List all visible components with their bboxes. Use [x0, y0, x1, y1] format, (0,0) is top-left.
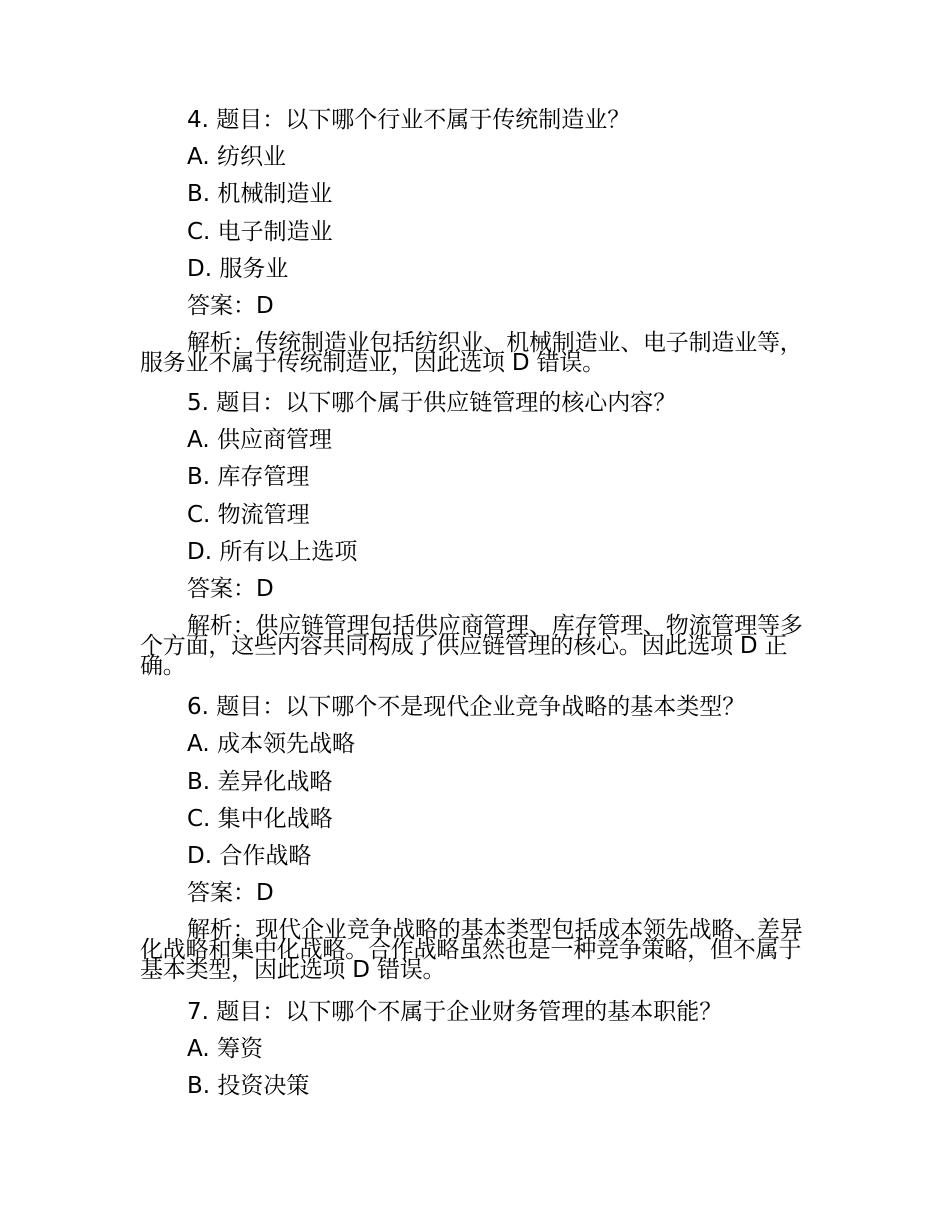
question-text: 5. 题目：以下哪个属于供应链管理的核心内容？ — [187, 390, 677, 416]
option-a: A. 纺织业 — [187, 144, 286, 170]
option-d: D. 合作战略 — [187, 843, 312, 869]
option-d: D. 所有以上选项 — [187, 539, 358, 565]
answer: 答案：D — [187, 293, 274, 319]
option-d: D. 服务业 — [187, 256, 289, 282]
explanation: 解析：传统制造业包括纺织业、机械制造业、电子制造业等，服务业不属于传统制造业，因此选项 D 错误。 — [140, 330, 803, 376]
option-b: B. 差异化战略 — [187, 769, 333, 795]
question-text: 7. 题目：以下哪个不属于企业财务管理的基本职能？ — [187, 999, 723, 1025]
option-a: A. 成本领先战略 — [187, 731, 355, 757]
option-c: C. 集中化战略 — [187, 806, 333, 832]
answer: 答案：D — [187, 576, 274, 602]
option-a: A. 供应商管理 — [187, 427, 332, 453]
explanation: 解析：供应链管理包括供应商管理、库存管理、物流管理等多个方面，这些内容共同构成了供应链管理的核心。因此选项 D 正确。 — [140, 613, 803, 679]
option-c: C. 物流管理 — [187, 502, 310, 528]
option-b: B. 机械制造业 — [187, 181, 333, 207]
option-c: C. 电子制造业 — [187, 219, 333, 245]
option-b: B. 投资决策 — [187, 1073, 310, 1099]
option-b: B. 库存管理 — [187, 464, 310, 490]
explanation: 解析：现代企业竞争战略的基本类型包括成本领先战略、差异化战略和集中化战略。合作战略虽然也是一种竞争策略，但不属于基本类型，因此选项 D 错误。 — [140, 917, 803, 983]
question-text: 6. 题目：以下哪个不是现代企业竞争战略的基本类型？ — [187, 694, 746, 720]
question-text: 4. 题目：以下哪个行业不属于传统制造业？ — [187, 107, 631, 133]
option-a: A. 筹资 — [187, 1036, 263, 1062]
answer: 答案：D — [187, 880, 274, 906]
